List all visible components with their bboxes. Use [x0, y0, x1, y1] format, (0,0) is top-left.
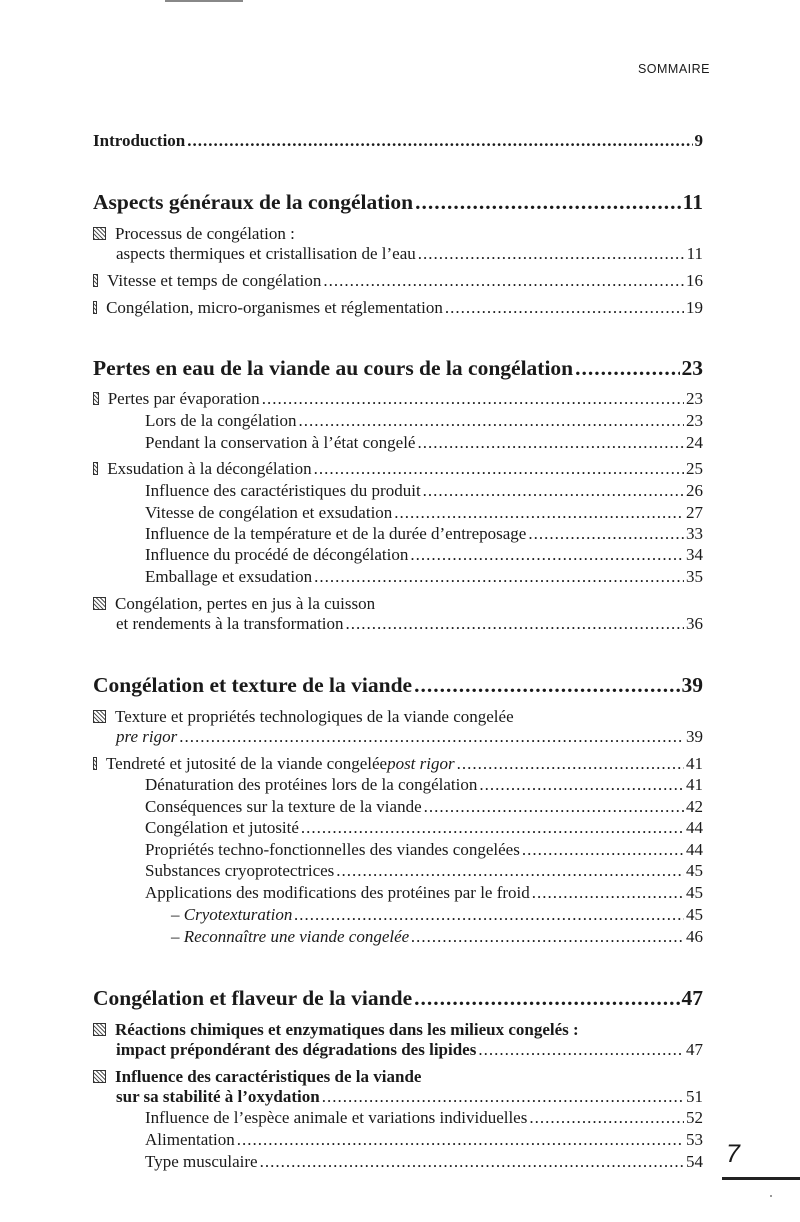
entry-page: 9: [694, 131, 703, 150]
toc-subentry[interactable]: Conséquences sur la texture de la viande ..... 42: [145, 797, 703, 817]
toc-subentry[interactable]: Congélation et jutosité ..... 44: [145, 818, 703, 838]
section-page: 39: [681, 673, 703, 697]
bullet-icon: [93, 462, 98, 475]
toc-section-2[interactable]: [93, 356, 703, 381]
bullet-icon: [93, 710, 106, 723]
toc-entry-continuation[interactable]: aspects thermiques et cristallisation de l’eau ..... 11: [116, 244, 703, 264]
bullet-icon: [93, 301, 97, 314]
toc-subentry[interactable]: Emballage et exsudation ..... 35: [145, 567, 703, 587]
toc-entry[interactable]: Vitesse et temps de congélation ..... 16: [93, 271, 703, 291]
toc-entry[interactable]: Tendreté et jutosité de la viande congelée post rigor ..... 41: [93, 754, 703, 774]
toc-subentry[interactable]: Type musculaire ..... 54: [145, 1152, 703, 1172]
section-title: Aspects généraux de la congélation: [93, 190, 414, 214]
bullet-icon: [93, 1070, 106, 1083]
toc-subentry[interactable]: Substances cryoprotectrices ..... 45: [145, 861, 703, 881]
bullet-icon: [93, 597, 106, 610]
toc-subentry[interactable]: Applications des modifications des protéines par le froid ..... 45: [145, 883, 703, 903]
toc-subentry[interactable]: Pendant la conservation à l’état congelé ..... 24: [145, 433, 703, 453]
toc-entry[interactable]: Exsudation à la décongélation ..... 25: [93, 459, 703, 479]
bullet-icon: [93, 757, 97, 770]
toc-entry[interactable]: Congélation, micro-organismes et réglementation ..... 19: [93, 298, 703, 318]
top-rule: [165, 0, 243, 2]
toc-entry-continuation[interactable]: sur sa stabilité à l’oxydation ..... 51: [116, 1087, 703, 1107]
toc-entry[interactable]: Pertes par évaporation ..... 23: [93, 389, 703, 409]
bullet-icon: [93, 1023, 106, 1036]
toc-entry[interactable]: Texture et propriétés technologiques de la viande congelée: [93, 707, 703, 727]
bullet-icon: [93, 392, 99, 405]
toc-subentry[interactable]: Influence des caractéristiques du produit ..... 26: [145, 481, 703, 501]
toc-section-3[interactable]: [93, 673, 703, 698]
toc-entry[interactable]: Réactions chimiques et enzymatiques dans les milieux congelés :: [93, 1020, 703, 1040]
toc-section-4[interactable]: [93, 986, 703, 1011]
bullet-icon: [93, 274, 98, 287]
toc-subentry[interactable]: Influence de l’espèce animale et variations individuelles ..... 52: [145, 1108, 703, 1128]
toc-subentry[interactable]: Vitesse de congélation et exsudation ..... 27: [145, 503, 703, 523]
toc-subentry[interactable]: Dénaturation des protéines lors de la congélation ..... 41: [145, 775, 703, 795]
toc-subsubentry[interactable]: – Cryotexturation ..... 45: [171, 905, 703, 925]
section-page: 47: [681, 986, 703, 1010]
section-title: Congélation et texture de la viande: [93, 673, 413, 697]
toc-subentry[interactable]: Propriétés techno-fonctionnelles des viandes congelées ..... 44: [145, 840, 703, 860]
bullet-icon: [93, 227, 106, 240]
toc-subsubentry[interactable]: – Reconnaître une viande congelée ..... 46: [171, 927, 703, 947]
toc-entry-continuation[interactable]: impact prépondérant des dégradations des lipides ..... 47: [116, 1040, 703, 1060]
toc-subentry[interactable]: Influence de la température et de la durée d’entreposage ..... 33: [145, 524, 703, 544]
toc-subentry[interactable]: Alimentation ..... 53: [145, 1130, 703, 1150]
toc-entry-continuation[interactable]: et rendements à la transformation ..... 36: [116, 614, 703, 634]
scan-speck: [770, 1195, 772, 1197]
entry-title: Introduction: [93, 131, 186, 150]
toc-entry-continuation[interactable]: pre rigor ..... 39: [116, 727, 703, 747]
section-page: 11: [682, 190, 703, 214]
toc-section-1[interactable]: [93, 190, 703, 215]
toc-entry[interactable]: Congélation, pertes en jus à la cuisson: [93, 594, 703, 614]
page-number-rule: [722, 1177, 800, 1180]
page-number: 7: [726, 1140, 740, 1168]
section-page: 23: [681, 356, 703, 380]
toc-subentry[interactable]: Influence du procédé de décongélation ..... 34: [145, 545, 703, 565]
toc-subentry[interactable]: Lors de la congélation ..... 23: [145, 411, 703, 431]
section-title: Pertes en eau de la viande au cours de la congélation: [93, 356, 574, 380]
toc-entry-introduction[interactable]: [93, 131, 703, 151]
section-title: Congélation et flaveur de la viande: [93, 986, 413, 1010]
toc-entry[interactable]: Processus de congélation :: [93, 224, 703, 244]
toc-entry[interactable]: Influence des caractéristiques de la viande: [93, 1067, 703, 1087]
running-header: SOMMAIRE: [637, 62, 710, 76]
